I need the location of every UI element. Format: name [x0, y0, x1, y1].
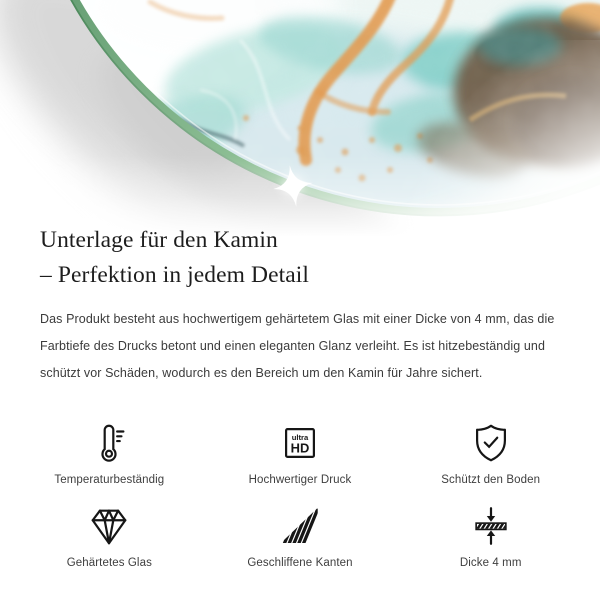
diamond-icon	[86, 503, 132, 549]
feature-temperature	[14, 418, 205, 486]
feature-grid	[14, 418, 586, 569]
feature-floor-protection	[395, 418, 586, 486]
page-title-line1: Unterlage für den Kamin	[40, 227, 278, 253]
feature-label: Geschliffene Kanten	[247, 557, 353, 569]
hero-image	[0, 0, 600, 238]
feature-label: Dicke 4 mm	[459, 557, 522, 569]
ultra-hd-icon	[277, 420, 323, 466]
feature-label: Temperaturbeständig	[54, 474, 165, 486]
feature-label: Gehärtetes Glas	[66, 557, 152, 569]
beveled-edges-icon	[277, 503, 323, 549]
corner-fade	[300, 40, 600, 238]
feature-polished-edges	[205, 501, 396, 569]
shield-check-icon	[468, 420, 514, 466]
feature-tempered-glass	[14, 501, 205, 569]
page-title	[40, 223, 566, 293]
content-block	[40, 223, 566, 387]
feature-label: Hochwertiger Druck	[248, 474, 352, 486]
feature-label: Schützt den Boden	[441, 474, 541, 486]
feature-print-quality	[205, 418, 396, 486]
svg-text:HD: HD	[290, 440, 310, 456]
page-title-line2: – Perfektion in jedem Detail	[40, 262, 310, 288]
thickness-icon	[468, 503, 514, 549]
svg-text:ultra: ultra	[291, 433, 309, 443]
product-description: Das Produkt besteht aus hochwertigem gehärtetem Glas mit einer Dicke von 4 mm, das die Farbtiefe des Drucks betont und einen eleganten Glanz verleiht. Es ist hitzebeständig und schützt vor Schäden, wodurch es den Bereich um den Kamin für Jahre sichert.	[40, 312, 555, 380]
thermometer-icon	[86, 420, 132, 466]
feature-thickness	[395, 501, 586, 569]
